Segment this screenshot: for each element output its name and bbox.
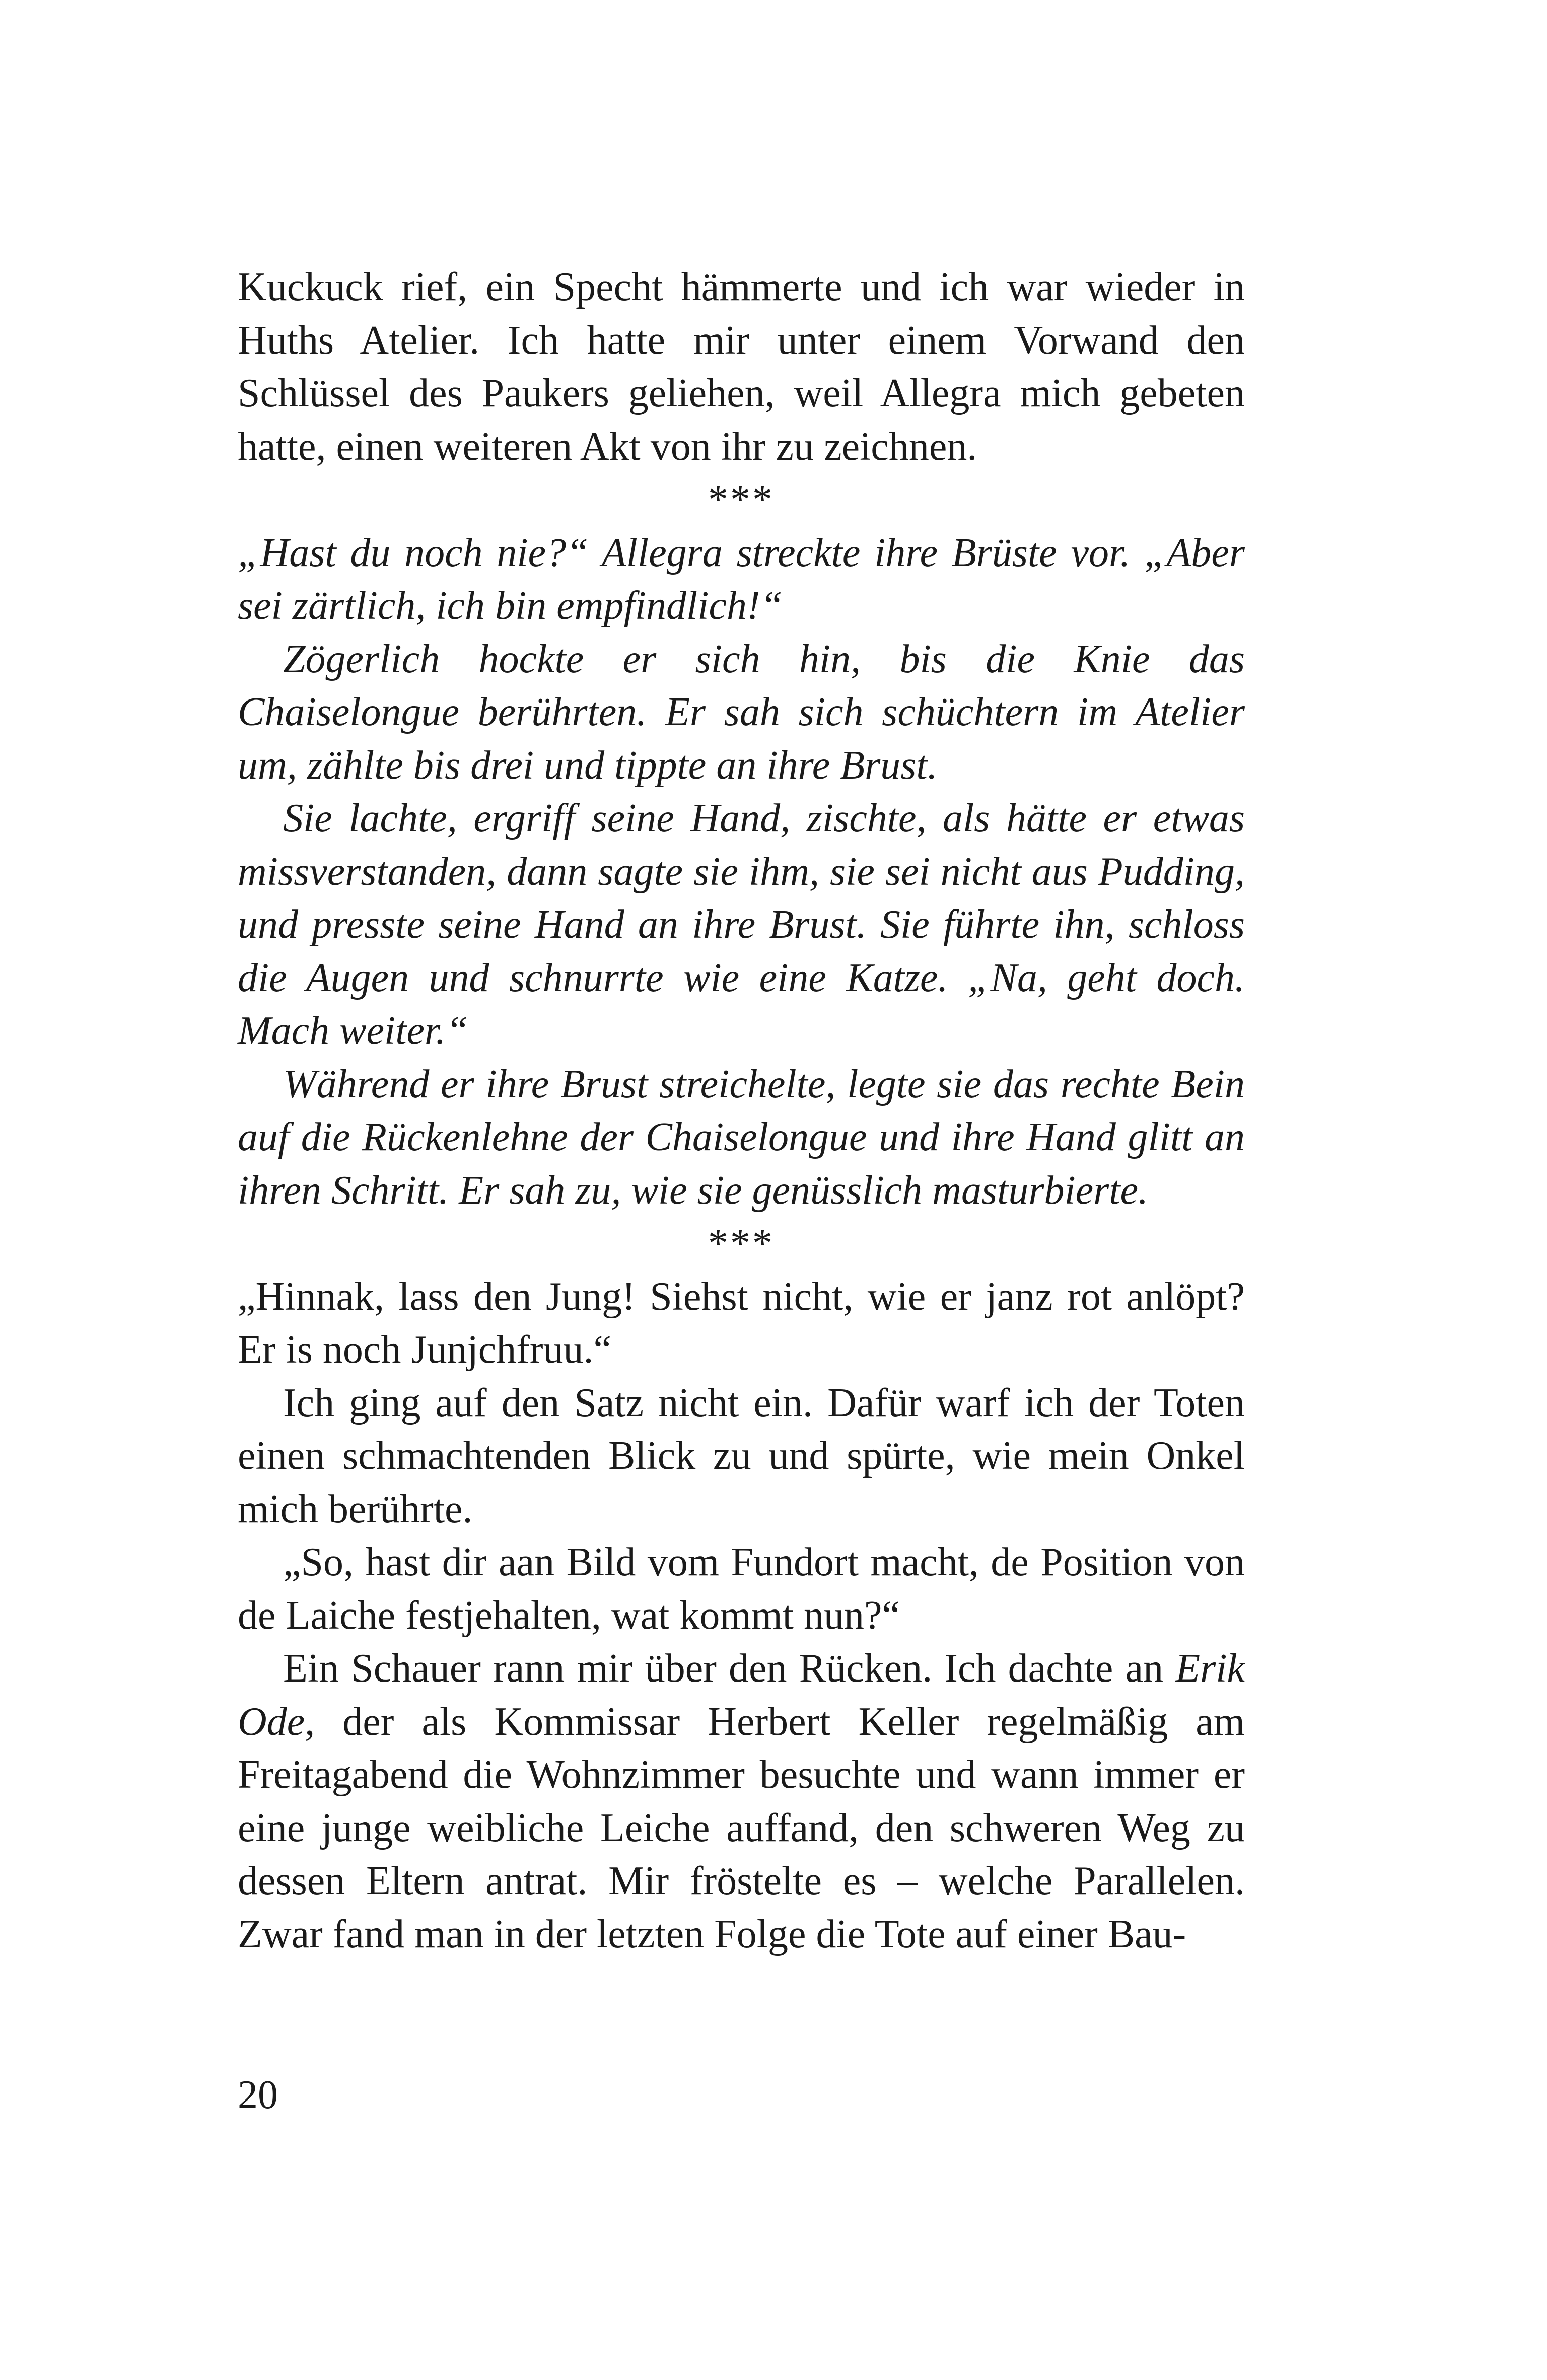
italic-name: Erik Ode — [238, 1646, 1245, 1744]
paragraph: „So, hast dir aan Bild vom Fundort macht, de Position von de Laiche festjehalten, wat kommt nun?“ — [238, 1540, 1245, 1638]
paragraph-italic: Sie lachte, ergriff seine Hand, zischte, als hätte er etwas missverstanden, dann sagte sie ihm, sie sei nicht aus Pudding, und presste seine Hand an ihre Brust. Sie führte ihn, schloss die Augen und schnurrte wie eine Katze. „Na, geht doch. Mach weiter.“ — [238, 796, 1245, 1053]
paragraph: Kuckuck rief, ein Specht hämmerte und ich war wieder in Huths Atelier. Ich hatte mir unter einem Vorwand den Schlüssel des Paukers geliehen, weil Allegra mich gebeten hatte, einen weiteren Akt von ihr zu zeichnen. — [238, 265, 1245, 469]
paragraph-text-before: Ein Schauer rann mir über den Rücken. Ich dachte an — [283, 1646, 1176, 1691]
paragraph — [238, 1642, 1245, 1961]
body-text — [238, 261, 1245, 1961]
paragraph: Ich ging auf den Satz nicht ein. Dafür warf ich der Toten einen schmachtenden Blick zu und spürte, wie mein Onkel mich berührte. — [238, 1380, 1245, 1531]
scene-separator: *** — [708, 477, 775, 522]
paragraph-italic: Zögerlich hockte er sich hin, bis die Knie das Chaiselongue berührten. Er sah sich schüchtern im Atelier um, zählte bis drei und tippte an ihre Brust. — [238, 637, 1245, 788]
paragraph-italic: Während er ihre Brust streichelte, legte sie das rechte Bein auf die Rückenlehne der Chaiselongue und ihre Hand glitt an ihren Schritt. Er sah zu, wie sie genüsslich masturbierte. — [238, 1062, 1245, 1213]
scene-separator: *** — [708, 1221, 775, 1266]
paragraph-text-after: , der als Kommissar Herbert Keller regelmäßig am Freitagabend die Wohnzimmer besuchte und wann immer er eine junge weibliche Leiche auffand, den schweren Weg zu dessen Eltern antrat. Mir fröstelte es – welche Parallelen. Zwar fand man in der letzten Folge die Tote auf einer Bau- — [238, 1699, 1245, 1956]
paragraph-italic: „Hast du noch nie?“ Allegra streckte ihre Brüste vor. „Aber sei zärtlich, ich bin empfindlich!“ — [238, 530, 1245, 628]
paragraph: „Hinnak, lass den Jung! Siehst nicht, wie er janz rot anlöpt? Er is noch Junjchfruu.“ — [238, 1274, 1245, 1372]
page-number: 20 — [238, 2073, 278, 2117]
